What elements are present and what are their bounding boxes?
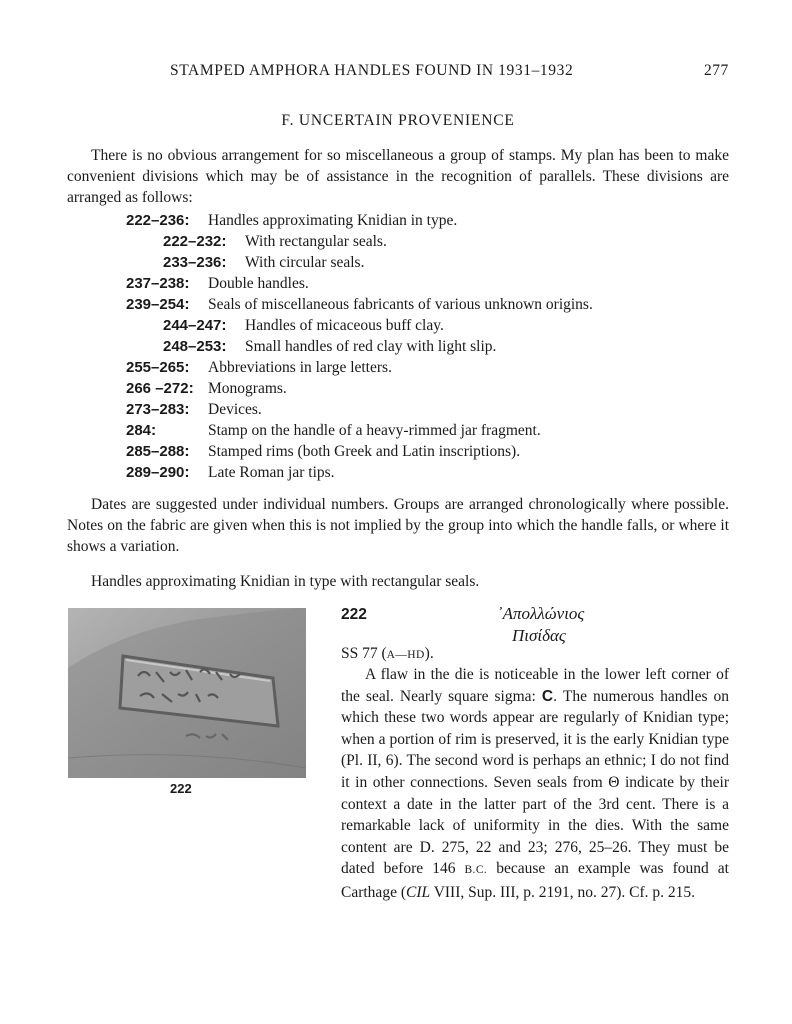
greek-inscription-line-2: Πισίδας [512,626,566,645]
division-range: 233–236 [163,254,222,271]
division-range: 237–238 [126,275,185,292]
division-range: 266 –272 [126,380,189,397]
division-range: 244–247 [163,317,222,334]
division-desc: Handles approximating Knidian in type. [208,212,458,229]
division-range: 255–265 [126,359,185,376]
division-row: 284: Stamp on the handle of a heavy-rimmed jar fragment. [126,422,541,439]
amphora-handle-photo [68,608,306,778]
division-row: 248–253: Small handles of red clay with light slip. [163,338,497,355]
division-row: 289–290: Late Roman jar tips. [126,464,335,481]
division-range: 273–283 [126,401,185,418]
division-row: 239–254: Seals of miscellaneous fabricants of various unknown origins. [126,296,593,313]
page-number: 277 [704,62,729,79]
division-row: 233–236: With circular seals. [163,254,365,271]
stamp-impression-graphic [68,608,306,778]
provenance-code: A—HD [386,649,425,661]
division-desc: Stamp on the handle of a heavy-rimmed jar fragment. [208,422,541,439]
intro-paragraph: There is no obvious arrangement for so miscellaneous a group of stamps. My plan has been to make convenient divisions which may be of assistance in the recognition of parallels. These divisions are arranged as follows: [67,147,729,206]
entry-number: 222 [341,606,367,623]
division-desc: Double handles. [208,275,309,292]
division-desc: Abbreviations in large letters. [208,359,392,376]
figure-caption: 222 [170,781,192,796]
division-desc: Seals of miscellaneous fabricants of various unknown origins. [208,296,593,313]
section-heading: F. UNCERTAIN PROVENIENCE [281,112,515,129]
division-row: 255–265: Abbreviations in large letters. [126,359,392,376]
running-title: STAMPED AMPHORA HANDLES FOUND IN 1931–1932 [170,62,574,79]
division-desc: Devices. [208,401,262,418]
division-range: 284 [126,422,152,439]
division-row: 285–288: Stamped rims (both Greek and Latin inscriptions). [126,443,521,460]
division-desc: Late Roman jar tips. [208,464,335,481]
division-row: 222–232: With rectangular seals. [163,233,387,250]
division-desc: With circular seals. [245,254,365,271]
division-range: 289–290 [126,464,185,481]
division-row: 244–247: Handles of micaceous buff clay. [163,317,444,334]
cil-citation: CIL [405,883,431,901]
division-range: 222–232 [163,233,222,250]
division-row: 266 –272: Monograms. [126,380,287,397]
division-range: 239–254 [126,296,185,313]
division-range: 248–253 [163,338,222,355]
division-desc: Stamped rims (both Greek and Latin inscriptions). [208,443,521,460]
entry-description: A flaw in the die is noticeable in the lower left corner of the seal. Nearly square sigma: Ϲ. The numerous handles on which these two words appear are regularly of Knidian type; when a portion of rim is preserved, it is the early Knidian type (Pl. II, 6). The second word is perhaps an ethnic; I do not find it in other connections. Seven seals from Θ indicate by their context a date in the latter part of the 3rd cent. There is a remarkable lack of uniformity in the dies. With the same content are D. 275, 22 and 23; 276, 25–26. They must be dated before 146 B.C. because an example was found at Carthage (CIL VIII, Sup. III, p. 2191, no. 27). Cf. p. 215. [341,666,729,901]
division-desc: Small handles of red clay with light slip. [245,338,497,355]
division-desc: Monograms. [208,380,287,397]
division-row: 222–236: Handles approximating Knidian in type. [126,212,458,229]
greek-inscription-line-1: ᾿Απολλώνιος [497,604,585,623]
entry-reference: SS 77 (A—HD). [341,645,434,662]
division-row: 273–283: Devices. [126,401,262,418]
division-range: 285–288 [126,443,185,460]
dates-paragraph: Dates are suggested under individual numbers. Groups are arranged chronologically where possible. Notes on the fabric are given when this is not implied by the group into which the handle falls, or where it shows a variation. [67,496,729,555]
sigma-glyph: Ϲ [541,687,554,705]
division-desc: Handles of micaceous buff clay. [245,317,444,334]
group-lead-line: Handles approximating Knidian in type with rectangular seals. [91,573,480,590]
division-desc: With rectangular seals. [245,233,387,250]
bc-label: B.C. [464,864,488,877]
division-range: 222–236 [126,212,185,229]
division-row: 237–238: Double handles. [126,275,309,292]
